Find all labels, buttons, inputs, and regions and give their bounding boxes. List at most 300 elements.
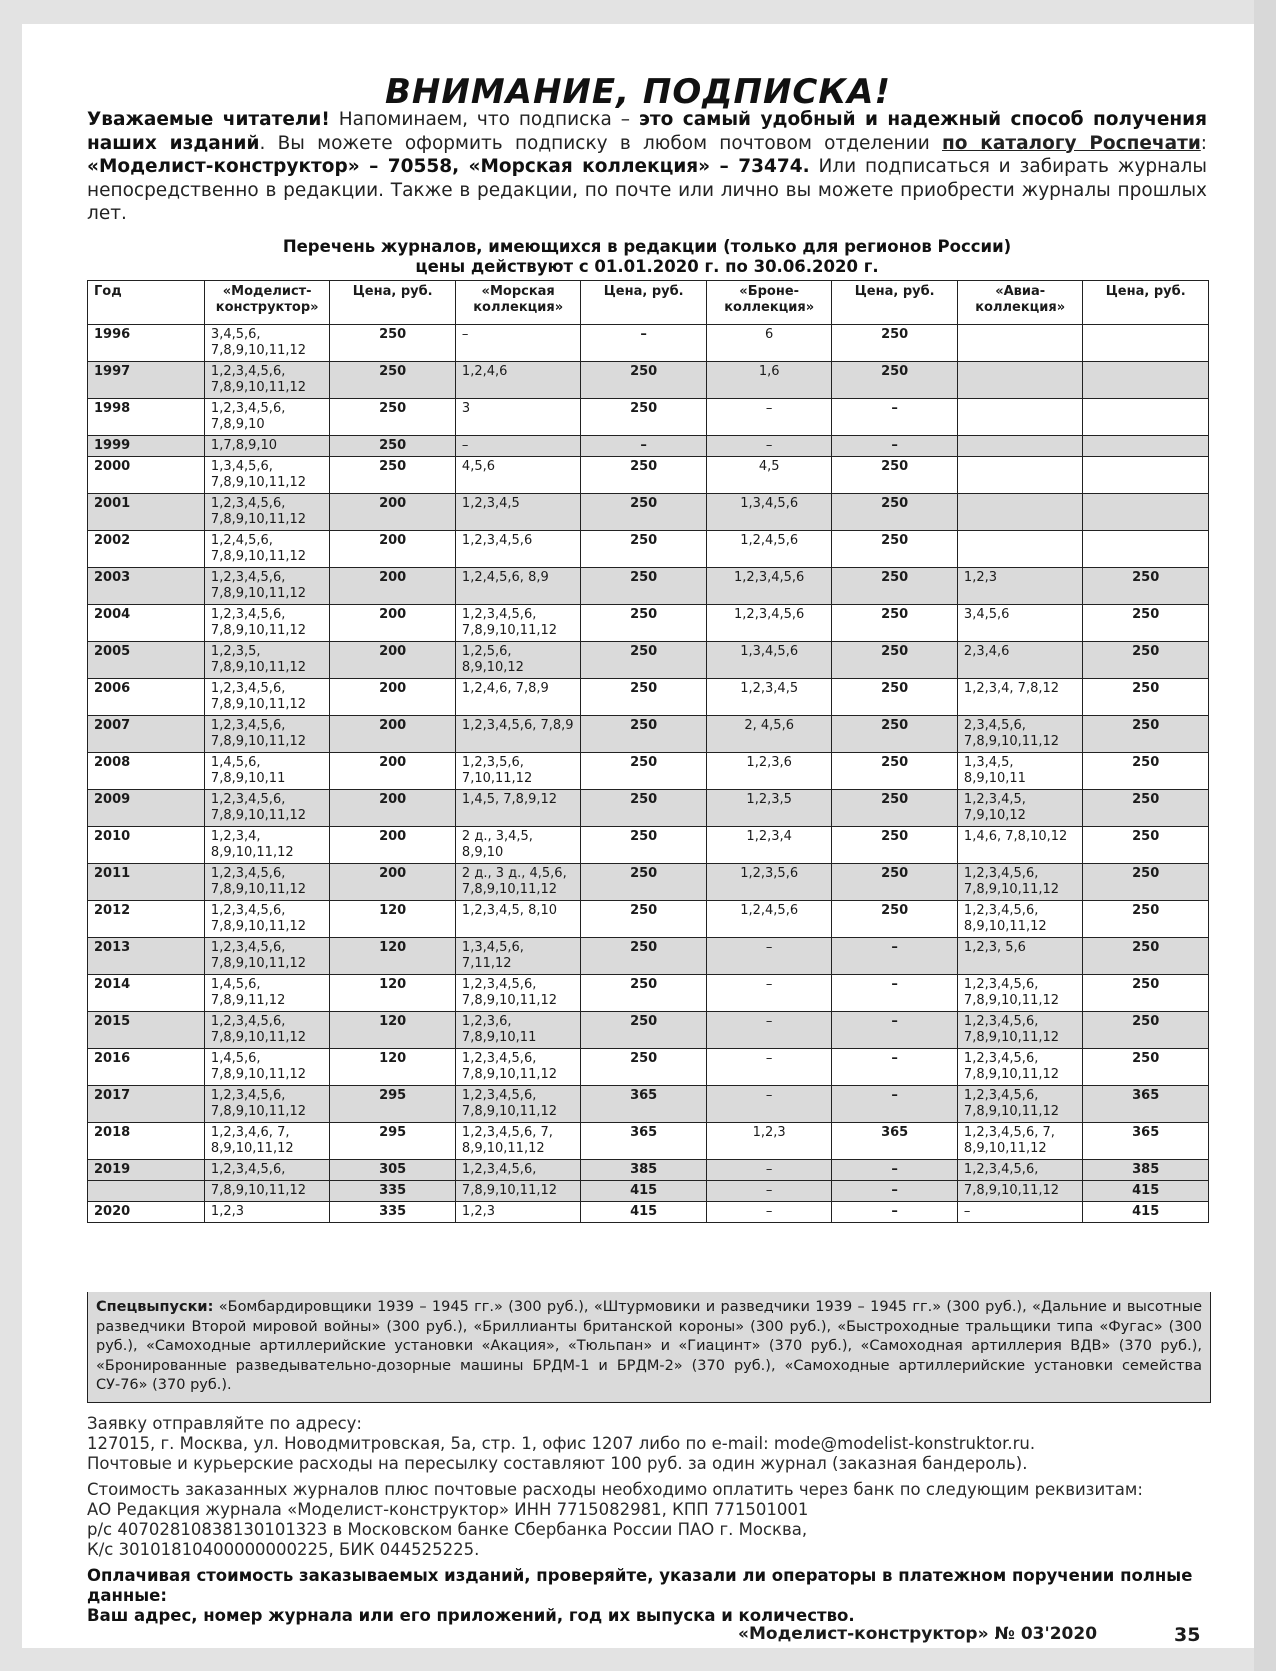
cell-year: 1996 [88,325,205,362]
cell-avia-issues: 1,2,3,4, 7,8,12 [957,679,1083,716]
cell-modelist-price: 120 [330,1049,456,1086]
intro-subscription-indexes: «Моделист-конструктор» – 70558, «Морская коллекция» – 73474. [87,156,810,177]
cell-avia-issues: 1,2,3, 5,6 [957,938,1083,975]
cell-avia-issues: 2,3,4,6 [957,642,1083,679]
cell-modelist-issues: 1,4,5,6, 7,8,9,11,12 [204,975,330,1012]
cell-morskaya-price: 365 [581,1123,707,1160]
cell-modelist-price: 200 [330,605,456,642]
magazine-availability-table [87,280,1209,1223]
cell-modelist-issues: 1,2,3,4,5,6, 7,8,9,10,11,12 [204,790,330,827]
cell-morskaya-issues: 1,2,3,4,5, 8,10 [455,901,581,938]
cell-modelist-price: 250 [330,436,456,457]
cell-brone-issues: 1,2,4,5,6 [706,531,832,568]
cell-modelist-issues: 1,2,3,4,5,6, 7,8,9,10,11,12 [204,679,330,716]
cell-modelist-issues: 1,2,3,4,6, 7, 8,9,10,11,12 [204,1123,330,1160]
table-row [88,1181,1209,1202]
table-row [88,1086,1209,1123]
cell-modelist-issues: 1,2,3,4,5,6, 7,8,9,10,11,12 [204,1012,330,1049]
cell-morskaya-price: 250 [581,531,707,568]
cell-morskaya-issues: 1,2,4,5,6, 8,9 [455,568,581,605]
table-row [88,436,1209,457]
cell-modelist-issues: 1,2,3,4,5,6, 7,8,9,10,11,12 [204,605,330,642]
cell-brone-issues: 1,2,3,5,6 [706,864,832,901]
cell-brone-issues: 1,2,3,4 [706,827,832,864]
table-row [88,864,1209,901]
header-price: Цена, руб. [581,281,707,325]
intro-catalog-link: по каталогу Роспечати [942,132,1201,154]
cell-modelist-price: 335 [330,1181,456,1202]
cell-avia-price [1083,325,1209,362]
cell-morskaya-issues: 1,2,3,4,5,6, 7,8,9 [455,716,581,753]
cell-avia-issues: 1,2,3,4,5,6, 7,8,9,10,11,12 [957,1049,1083,1086]
cell-brone-price: 250 [832,362,958,399]
cell-modelist-price: 295 [330,1086,456,1123]
cell-brone-issues: 1,2,3,5 [706,790,832,827]
cell-avia-price [1083,457,1209,494]
cell-avia-issues: 1,2,3,4,5,6, [957,1160,1083,1181]
table-row [88,1049,1209,1086]
cell-brone-issues: – [706,1160,832,1181]
cell-year: 2006 [88,679,205,716]
cell-modelist-price: 200 [330,642,456,679]
cell-brone-issues: – [706,399,832,436]
cell-modelist-price: 200 [330,568,456,605]
cell-modelist-price: 200 [330,679,456,716]
order-address: 127015, г. Москва, ул. Новодмитровская, 5а, стр. 1, офис 1207 либо по e-mail: mode@modelist-konstruktor.ru. [87,1434,1036,1453]
cell-modelist-price: 200 [330,753,456,790]
cell-year: 2002 [88,531,205,568]
cell-avia-issues [957,494,1083,531]
cell-avia-issues: 1,2,3,4,5,6, 7, 8,9,10,11,12 [957,1123,1083,1160]
cell-avia-price: 250 [1083,901,1209,938]
table-row [88,975,1209,1012]
cell-morskaya-issues: 1,2,3,5,6, 7,10,11,12 [455,753,581,790]
cell-modelist-issues: 1,2,3,5, 7,8,9,10,11,12 [204,642,330,679]
intro-bold-1: это самый удобный и надежный способ получения наших изданий [87,109,1207,154]
cell-year: 2020 [88,1202,205,1223]
order-instructions [87,1414,1227,1626]
cell-morskaya-issues: 1,2,4,6, 7,8,9 [455,679,581,716]
order-payment: Стоимость заказанных журналов плюс почтовые расходы необходимо оплатить через банк по следующим реквизитам: [87,1480,1143,1499]
cell-avia-issues [957,457,1083,494]
table-row [88,1012,1209,1049]
table-caption: Перечень журналов, имеющихся в редакции (только для регионов России) [282,237,1012,256]
cell-brone-price: 250 [832,679,958,716]
table-row [88,938,1209,975]
cell-brone-issues: 1,2,3,4,5,6 [706,605,832,642]
footer-magazine-issue: «Моделист-конструктор» № 03'2020 [738,1624,1098,1644]
cell-year: 2018 [88,1123,205,1160]
cell-modelist-issues: 3,4,5,6, 7,8,9,10,11,12 [204,325,330,362]
cell-brone-price: 250 [832,716,958,753]
cell-year: 2005 [88,642,205,679]
cell-avia-issues: 1,2,3,4,5, 7,9,10,12 [957,790,1083,827]
cell-brone-price: 250 [832,457,958,494]
cell-brone-issues: – [706,1012,832,1049]
cell-year: 2012 [88,901,205,938]
cell-modelist-issues: 7,8,9,10,11,12 [204,1181,330,1202]
cell-year: 2008 [88,753,205,790]
cell-avia-price: 415 [1083,1202,1209,1223]
cell-morskaya-price: 250 [581,901,707,938]
header-modelist: «Моделист-конструктор» [204,281,330,325]
cell-morskaya-issues: 4,5,6 [455,457,581,494]
cell-modelist-price: 120 [330,938,456,975]
order-shipping: Почтовые и курьерские расходы на пересылку составляют 100 руб. за один журнал (заказная бандероль). [87,1454,1028,1473]
order-account: р/с 40702810838130101323 в Московском банке Сбербанка России ПАО г. Москва, [87,1520,808,1539]
cell-modelist-price: 295 [330,1123,456,1160]
cell-modelist-price: 305 [330,1160,456,1181]
header-brone: «Броне-коллекция» [706,281,832,325]
cell-year: 2015 [88,1012,205,1049]
cell-brone-price: 250 [832,325,958,362]
cell-brone-issues: – [706,1202,832,1223]
cell-morskaya-issues: 1,2,3,4,5,6, 7,8,9,10,11,12 [455,605,581,642]
intro-text-3: : [1200,132,1208,154]
cell-modelist-price: 335 [330,1202,456,1223]
cell-morskaya-price: 250 [581,605,707,642]
cell-avia-issues: 1,2,3,4,5,6, 8,9,10,11,12 [957,901,1083,938]
cell-avia-price: 250 [1083,1012,1209,1049]
table-row [88,457,1209,494]
cell-avia-price: 250 [1083,827,1209,864]
header-avia: «Авиа-коллекция» [957,281,1083,325]
cell-morskaya-issues: 1,4,5, 7,8,9,12 [455,790,581,827]
special-issues-box [87,1292,1211,1403]
cell-modelist-price: 200 [330,827,456,864]
cell-year: 2017 [88,1086,205,1123]
cell-brone-issues: – [706,975,832,1012]
cell-brone-price: – [832,1086,958,1123]
cell-year: 2013 [88,938,205,975]
header-morskaya: «Морская коллекция» [455,281,581,325]
table-header-row [88,281,1209,325]
cell-morskaya-price: – [581,325,707,362]
magazine-page [22,24,1254,1648]
cell-morskaya-price: 250 [581,457,707,494]
order-line: Заявку отправляйте по адресу: [87,1414,362,1433]
cell-morskaya-price: 250 [581,642,707,679]
cell-year [88,1181,205,1202]
cell-year: 1998 [88,399,205,436]
cell-brone-price: – [832,1181,958,1202]
cell-morskaya-price: 250 [581,1049,707,1086]
cell-morskaya-price: 250 [581,790,707,827]
cell-year: 1997 [88,362,205,399]
cell-avia-price: 250 [1083,975,1209,1012]
table-row [88,1202,1209,1223]
cell-avia-issues [957,531,1083,568]
table-row [88,753,1209,790]
cell-avia-price: 250 [1083,938,1209,975]
cell-avia-issues: 1,3,4,5, 8,9,10,11 [957,753,1083,790]
table-row [88,399,1209,436]
cell-modelist-issues: 1,2,3,4,5,6, 7,8,9,10,11,12 [204,494,330,531]
cell-year: 2003 [88,568,205,605]
cell-modelist-price: 250 [330,325,456,362]
cell-brone-issues: 1,3,4,5,6 [706,642,832,679]
cell-morskaya-issues: 1,2,3,4,5,6, 7,8,9,10,11,12 [455,1086,581,1123]
cell-modelist-price: 250 [330,362,456,399]
table-row [88,362,1209,399]
cell-brone-price: 250 [832,901,958,938]
table-row [88,901,1209,938]
cell-brone-issues: 4,5 [706,457,832,494]
cell-avia-issues: 1,2,3,4,5,6, 7,8,9,10,11,12 [957,864,1083,901]
cell-avia-price [1083,531,1209,568]
cell-morskaya-issues: 1,2,3 [455,1202,581,1223]
cell-modelist-issues: 1,4,5,6, 7,8,9,10,11 [204,753,330,790]
cell-brone-price: – [832,1202,958,1223]
cell-avia-issues: 1,2,3,4,5,6, 7,8,9,10,11,12 [957,1086,1083,1123]
cell-morskaya-price: 250 [581,827,707,864]
cell-brone-issues: 1,3,4,5,6 [706,494,832,531]
header-price: Цена, руб. [330,281,456,325]
cell-brone-issues: – [706,1049,832,1086]
cell-modelist-issues: 1,2,3,4,5,6, 7,8,9,10,11,12 [204,864,330,901]
cell-brone-price: – [832,1160,958,1181]
cell-avia-price: 365 [1083,1086,1209,1123]
cell-brone-issues: 1,6 [706,362,832,399]
cell-morskaya-price: 250 [581,568,707,605]
cell-morskaya-issues: 3 [455,399,581,436]
cell-morskaya-issues: 1,2,3,4,5,6, [455,1160,581,1181]
cell-brone-issues: 1,2,3,4,5 [706,679,832,716]
cell-avia-issues [957,362,1083,399]
cell-brone-price: – [832,1049,958,1086]
cell-avia-price: 250 [1083,642,1209,679]
cell-brone-price: 250 [832,827,958,864]
cell-avia-issues: 1,4,6, 7,8,10,12 [957,827,1083,864]
cell-brone-issues: 1,2,4,5,6 [706,901,832,938]
cell-year: 2016 [88,1049,205,1086]
cell-modelist-issues: 1,2,3,4,5,6, 7,8,9,10,11,12 [204,938,330,975]
table-row [88,1160,1209,1181]
intro-text-4: Или подписаться и забирать журналы непосредственно в редакции. Также в редакции, по почте или лично вы можете приобрести журналы прошлых лет. [87,156,1207,224]
cell-avia-issues: 1,2,3 [957,568,1083,605]
intro-paragraph [87,108,1207,226]
cell-modelist-issues: 1,7,8,9,10 [204,436,330,457]
cell-morskaya-issues: 1,2,4,6 [455,362,581,399]
cell-avia-price [1083,436,1209,457]
cell-year: 1999 [88,436,205,457]
cell-avia-price: 365 [1083,1123,1209,1160]
intro-text-2: . Вы можете оформить подписку в любом почтовом отделении [259,132,943,154]
cell-modelist-issues: 1,2,3 [204,1202,330,1223]
cell-brone-price: 250 [832,864,958,901]
cell-modelist-issues: 1,2,3,4,5,6, 7,8,9,10 [204,399,330,436]
cell-morskaya-price: 250 [581,753,707,790]
cell-avia-price: 250 [1083,679,1209,716]
header-price: Цена, руб. [832,281,958,325]
cell-brone-issues: – [706,1086,832,1123]
cell-brone-price: 250 [832,790,958,827]
cell-avia-price: 250 [1083,864,1209,901]
cell-avia-issues: 2,3,4,5,6, 7,8,9,10,11,12 [957,716,1083,753]
cell-avia-price: 250 [1083,1049,1209,1086]
cell-morskaya-price: 250 [581,864,707,901]
cell-brone-price: – [832,436,958,457]
cell-modelist-price: 200 [330,531,456,568]
cell-year: 2000 [88,457,205,494]
cell-modelist-issues: 1,3,4,5,6, 7,8,9,10,11,12 [204,457,330,494]
cell-modelist-price: 120 [330,975,456,1012]
cell-modelist-issues: 1,2,3,4, 8,9,10,11,12 [204,827,330,864]
cell-modelist-price: 120 [330,1012,456,1049]
cell-avia-price: 250 [1083,568,1209,605]
page-number: 35 [1174,1624,1201,1646]
cell-morskaya-issues: 1,2,3,4,5,6, 7,8,9,10,11,12 [455,1049,581,1086]
cell-brone-price: – [832,975,958,1012]
cell-morskaya-issues: 1,2,5,6, 8,9,10,12 [455,642,581,679]
cell-morskaya-issues: – [455,436,581,457]
cell-modelist-price: 250 [330,399,456,436]
table-row [88,642,1209,679]
cell-brone-issues: 1,2,3 [706,1123,832,1160]
table-body [88,325,1209,1223]
cell-avia-price: 385 [1083,1160,1209,1181]
table-row [88,716,1209,753]
intro-text-1: Напоминаем, что подписка – [329,109,639,130]
table-row [88,568,1209,605]
cell-morskaya-issues: 2 д., 3 д., 4,5,6, 7,8,9,10,11,12 [455,864,581,901]
cell-morskaya-price: 415 [581,1202,707,1223]
cell-avia-price: 250 [1083,790,1209,827]
cell-morskaya-price: 250 [581,399,707,436]
cell-year: 2019 [88,1160,205,1181]
cell-morskaya-price: 250 [581,1012,707,1049]
cell-morskaya-price: 250 [581,938,707,975]
cell-avia-issues: 1,2,3,4,5,6, 7,8,9,10,11,12 [957,1012,1083,1049]
cell-brone-price: 250 [832,494,958,531]
table-row [88,827,1209,864]
cell-year: 2011 [88,864,205,901]
table-row [88,531,1209,568]
cell-avia-issues [957,399,1083,436]
cell-morskaya-price: 250 [581,716,707,753]
cell-morskaya-price: 385 [581,1160,707,1181]
cell-morskaya-issues: 2 д., 3,4,5, 8,9,10 [455,827,581,864]
cell-morskaya-issues: – [455,325,581,362]
cell-brone-price: – [832,938,958,975]
cell-morskaya-price: 415 [581,1181,707,1202]
cell-modelist-issues: 1,2,4,5,6, 7,8,9,10,11,12 [204,531,330,568]
cell-modelist-issues: 1,2,3,4,5,6, 7,8,9,10,11,12 [204,362,330,399]
cell-modelist-issues: 1,2,3,4,5,6, 7,8,9,10,11,12 [204,568,330,605]
cell-brone-issues: 2, 4,5,6 [706,716,832,753]
order-bank-codes: К/с 30101810400000000225, БИК 044525225. [87,1540,480,1559]
cell-brone-price: 250 [832,568,958,605]
cell-modelist-issues: 1,2,3,4,5,6, [204,1160,330,1181]
cell-modelist-issues: 1,2,3,4,5,6, 7,8,9,10,11,12 [204,1086,330,1123]
cell-year: 2004 [88,605,205,642]
cell-brone-price: – [832,399,958,436]
cell-year: 2014 [88,975,205,1012]
scan-edge [1254,0,1276,1671]
cell-avia-issues: – [957,1202,1083,1223]
cell-avia-issues: 3,4,5,6 [957,605,1083,642]
cell-year: 2007 [88,716,205,753]
cell-modelist-issues: 1,4,5,6, 7,8,9,10,11,12 [204,1049,330,1086]
cell-morskaya-price: 250 [581,975,707,1012]
cell-avia-price: 415 [1083,1181,1209,1202]
cell-morskaya-issues: 1,2,3,6, 7,8,9,10,11 [455,1012,581,1049]
cell-brone-issues: 1,2,3,6 [706,753,832,790]
cell-brone-price: – [832,1012,958,1049]
cell-avia-issues: 1,2,3,4,5,6, 7,8,9,10,11,12 [957,975,1083,1012]
cell-brone-issues: – [706,938,832,975]
cell-morskaya-issues: 1,2,3,4,5,6 [455,531,581,568]
cell-avia-issues [957,325,1083,362]
cell-brone-price: 250 [832,605,958,642]
cell-morskaya-price: 250 [581,679,707,716]
cell-avia-issues [957,436,1083,457]
order-company: АО Редакция журнала «Моделист-конструктор» ИНН 7715082981, КПП 771501001 [87,1500,809,1519]
header-year: Год [88,281,205,325]
cell-brone-price: 250 [832,753,958,790]
cell-brone-issues: – [706,1181,832,1202]
cell-avia-price [1083,399,1209,436]
cell-year: 2009 [88,790,205,827]
table-row [88,494,1209,531]
cell-avia-price: 250 [1083,753,1209,790]
cell-year: 2010 [88,827,205,864]
cell-morskaya-price: 250 [581,494,707,531]
cell-modelist-price: 250 [330,457,456,494]
table-row [88,1123,1209,1160]
cell-avia-price [1083,494,1209,531]
cell-modelist-price: 120 [330,901,456,938]
intro-greeting: Уважаемые читатели! [87,109,330,130]
table-row [88,605,1209,642]
cell-morskaya-issues: 1,3,4,5,6, 7,11,12 [455,938,581,975]
cell-modelist-price: 200 [330,494,456,531]
cell-avia-issues: 7,8,9,10,11,12 [957,1181,1083,1202]
cell-morskaya-price: 250 [581,362,707,399]
cell-brone-price: 250 [832,531,958,568]
cell-morskaya-issues: 1,2,3,4,5,6, 7, 8,9,10,11,12 [455,1123,581,1160]
cell-avia-price [1083,362,1209,399]
cell-modelist-price: 200 [330,864,456,901]
special-issues-label: Спецвыпуски: [96,1299,214,1315]
table-row [88,679,1209,716]
page-title: ВНИМАНИЕ, ПОДПИСКА! [385,72,891,112]
cell-brone-price: 365 [832,1123,958,1160]
cell-modelist-issues: 1,2,3,4,5,6, 7,8,9,10,11,12 [204,716,330,753]
table-row [88,790,1209,827]
table-row [88,325,1209,362]
cell-modelist-price: 200 [330,716,456,753]
cell-modelist-price: 200 [330,790,456,827]
cell-brone-price: 250 [832,642,958,679]
cell-avia-price: 250 [1083,605,1209,642]
header-price: Цена, руб. [1083,281,1209,325]
special-issues-list: «Бомбардировщики 1939 – 1945 гг.» (300 руб.), «Штурмовики и разведчики 1939 – 1945 гг.» (300 руб.), «Дальние и высотные разведчики Второй мировой войны» (300 руб.), «Бриллианты британской короны» (300 руб.), «Быстроходные тральщики типа «Фугас» (300 руб.), «Самоходные артиллерийские установки «Акация», «Тюльпан» и «Гиацинт» (370 руб.), «Самоходная артиллерия ВДВ» (370 руб.), «Бронированные разведывательно-дозорные машины БРДМ-1 и БРДМ-2» (370 руб.), «Самоходные артиллерийские установки семейства СУ-76» (370 руб.). [96,1299,1202,1393]
cell-morskaya-issues: 1,2,3,4,5,6, 7,8,9,10,11,12 [455,975,581,1012]
order-warning-1: Оплачивая стоимость заказываемых изданий, проверяйте, указали ли операторы в платежном поручении полные данные: [87,1566,1193,1605]
cell-year: 2001 [88,494,205,531]
order-warning-2: Ваш адрес, номер журнала или его приложений, год их выпуска и количество. [87,1606,855,1625]
cell-morskaya-price: 365 [581,1086,707,1123]
cell-brone-issues: 1,2,3,4,5,6 [706,568,832,605]
cell-avia-price: 250 [1083,716,1209,753]
cell-morskaya-issues: 1,2,3,4,5 [455,494,581,531]
price-validity-caption: цены действуют с 01.01.2020 г. по 30.06.2020 г. [415,257,879,276]
cell-brone-issues: 6 [706,325,832,362]
cell-morskaya-issues: 7,8,9,10,11,12 [455,1181,581,1202]
cell-modelist-issues: 1,2,3,4,5,6, 7,8,9,10,11,12 [204,901,330,938]
cell-morskaya-price: – [581,436,707,457]
